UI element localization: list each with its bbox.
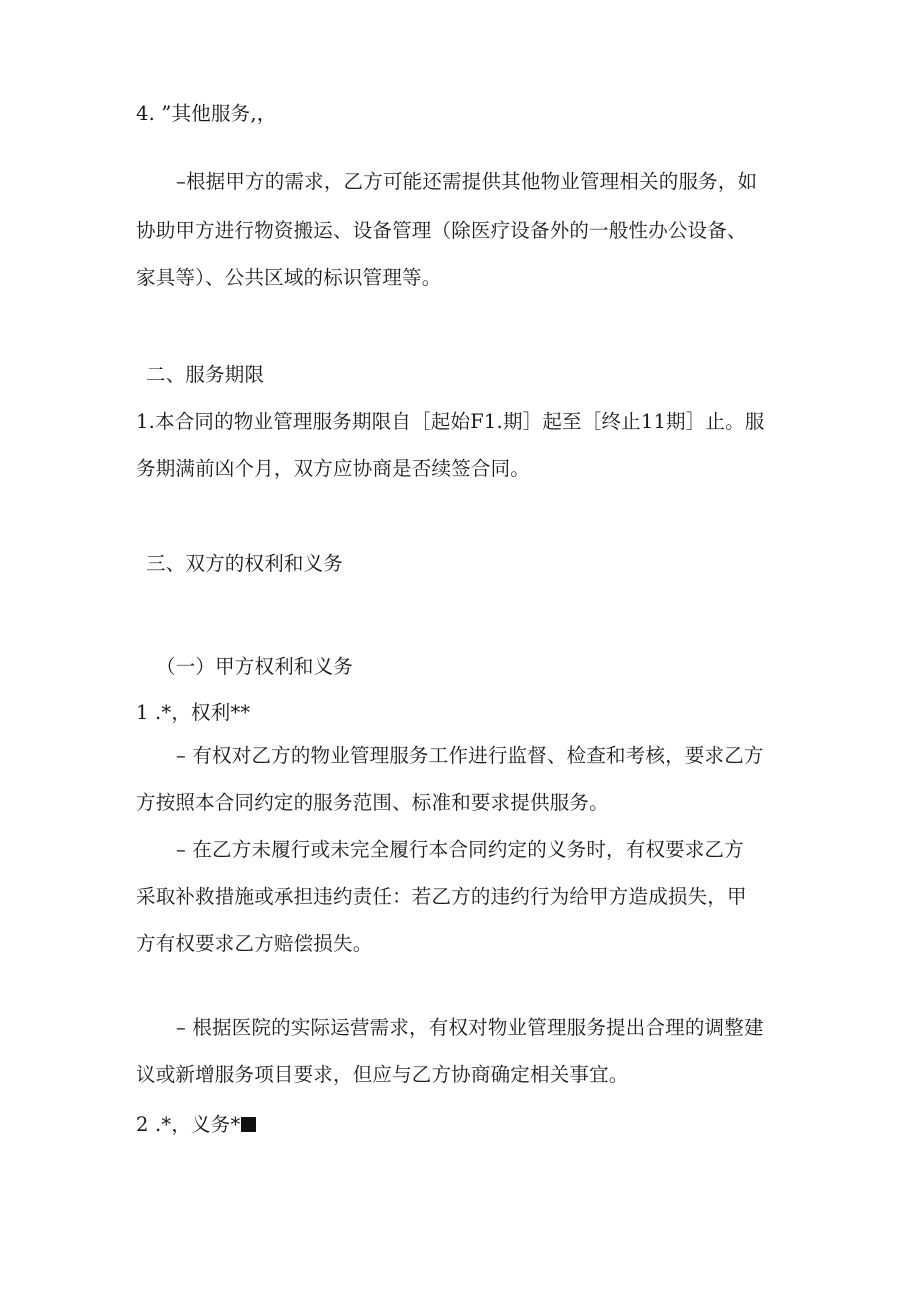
item4-heading: 4. ”其他服务,， <box>136 102 277 125</box>
rights-heading: 1 .*，权利** <box>136 701 251 724</box>
rights-item-1-line-2: 方按照本合同约定的服务范围、标准和要求提供服务。 <box>136 791 609 814</box>
party-a-subheading: （一）甲方权利和义务 <box>156 655 354 678</box>
rights-item-2-line-1: – 在乙方未履行或未完全履行本合同约定的义务时，有权要求乙方 <box>176 838 744 861</box>
section2-body-line-2: 务期满前凶个月，双方应协商是否续签合同。 <box>136 457 531 480</box>
rights-item-2-line-2: 采取补救措施或承担违约责任：若乙方的违约行为给甲方造成损失，甲 <box>136 885 747 908</box>
obligations-heading-row <box>136 1113 256 1137</box>
rights-item-1-line-1: – 有权对乙方的物业管理服务工作进行监督、检查和考核，要求乙方 <box>176 744 764 767</box>
item4-body-line-2: 协助甲方进行物资搬运、设备管理（除医疗设备外的一般性办公设备、 <box>136 219 747 242</box>
obligations-heading: 2 .*，义务* <box>136 1113 241 1136</box>
rights-item-2-line-3: 方有权要求乙方赔偿损失。 <box>136 932 373 955</box>
item4-body-line-1: –根据甲方的需求，乙方可能还需提供其他物业管理相关的服务，如 <box>176 170 758 193</box>
section2-heading: 二、服务期限 <box>146 363 265 386</box>
section2-body-line-1: 1.本合同的物业管理服务期限自［起始F1.期］起至［终止11期］止。服 <box>136 410 765 433</box>
item4-body-line-3: 家具等）、公共区域的标识管理等。 <box>136 266 442 289</box>
rights-item-3-line-2: 议或新增服务项目要求，但应与乙方协商确定相关事宜。 <box>136 1063 629 1086</box>
black-square-icon <box>241 1117 256 1132</box>
section3-heading: 三、双方的权利和义务 <box>146 552 344 575</box>
rights-item-3-line-1: – 根据医院的实际运营需求，有权对物业管理服务提出合理的调整建 <box>176 1016 764 1039</box>
